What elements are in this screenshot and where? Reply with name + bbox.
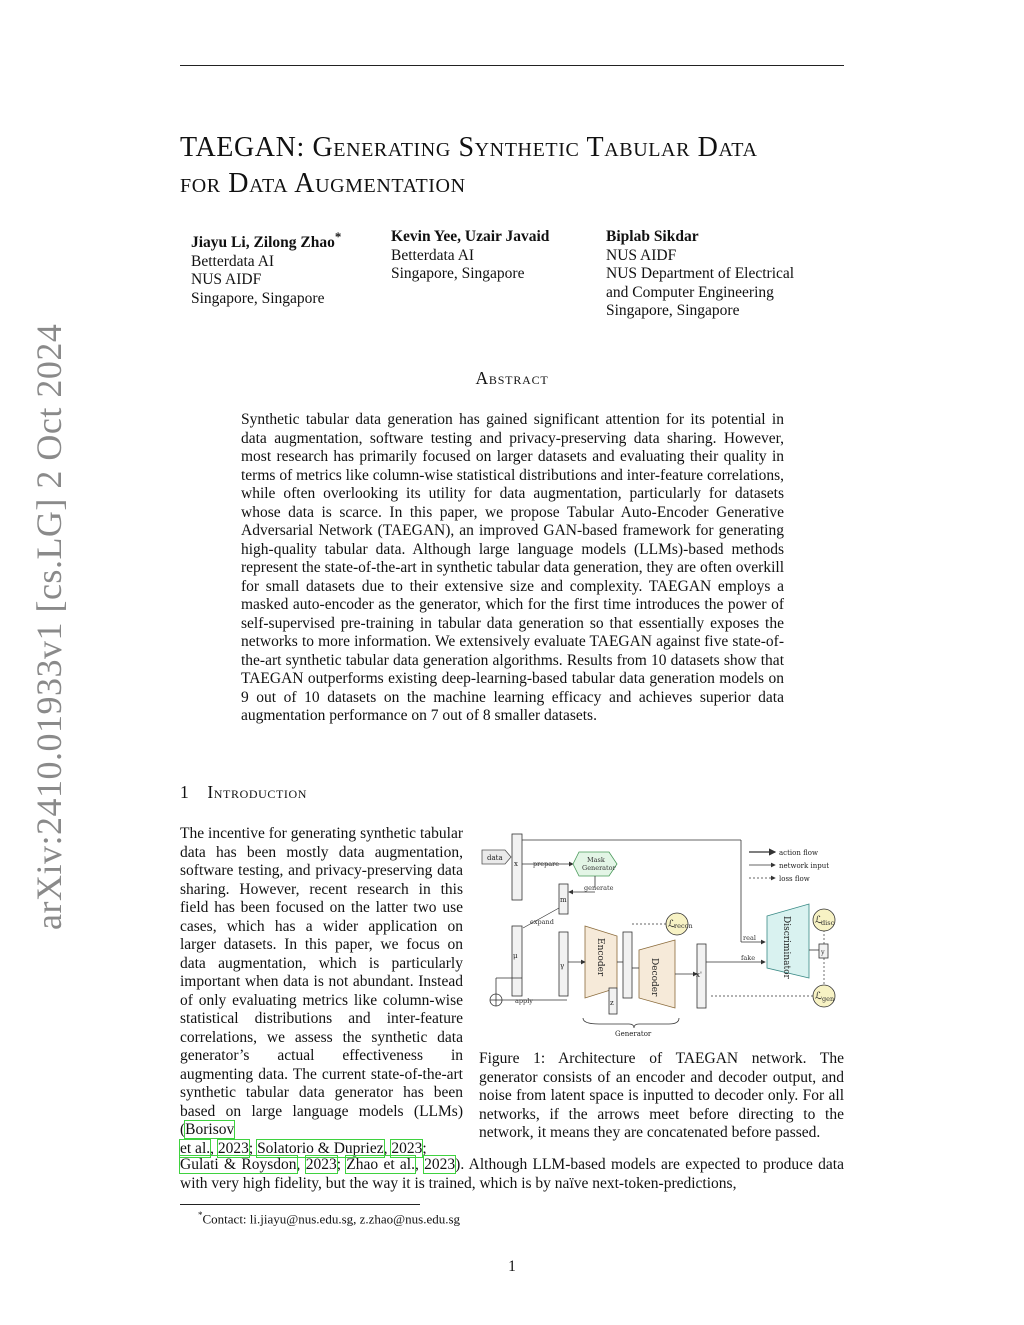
data-input-arrow — [482, 850, 511, 864]
svg-text:fake: fake — [741, 954, 756, 962]
svg-text:Decoder: Decoder — [649, 958, 659, 997]
svg-text:z: z — [610, 999, 614, 1007]
title-line-1 — [180, 130, 860, 166]
citation-link[interactable]: et al. — [180, 1139, 211, 1157]
author-block-3 — [606, 228, 794, 321]
section-title: Introduction — [207, 782, 308, 802]
section-heading — [180, 782, 307, 803]
citation-link[interactable]: 2023 — [424, 1156, 456, 1173]
title-line-2: for Data Augmentation — [180, 168, 466, 199]
svg-text:generate: generate — [584, 884, 614, 892]
affiliation: Singapore, Singapore — [391, 265, 525, 282]
author-names: Kevin Yee, Uzair Javaid — [391, 228, 550, 245]
svg-text:recon: recon — [674, 922, 693, 930]
page-number: 1 — [508, 1258, 516, 1275]
figure-caption: Figure 1: Architecture of TAEGAN network. The generator consists of an encoder and decoder output, and noise from latent space is inputted to decoder only. For all networks, if the arrows meet before directing to the network, it means they are concatenated before passed. — [479, 1050, 844, 1141]
disc-loss-node — [813, 909, 835, 931]
svg-text:x: x — [514, 860, 518, 868]
author-names: Biplab Sikdar — [606, 228, 699, 245]
discriminator-block — [767, 904, 809, 980]
abstract-heading: Abstract — [475, 368, 549, 388]
affiliation: Singapore, Singapore — [606, 302, 740, 319]
affiliation: NUS Department of Electrical — [606, 265, 795, 282]
author-block-2 — [391, 228, 549, 284]
citation-link[interactable]: Solatorio & Dupriez — [257, 1139, 384, 1157]
svg-text:disc: disc — [821, 919, 835, 927]
generator-brace — [583, 1018, 679, 1028]
figure-legend — [749, 849, 829, 883]
svg-text:ℒ: ℒ — [668, 919, 676, 930]
mask-generator-box — [573, 852, 617, 876]
svg-text:γ: γ — [560, 962, 565, 970]
title-prefix: TAEGAN: — [180, 132, 313, 163]
affiliation: Singapore, Singapore — [191, 289, 325, 307]
decoder-block — [639, 940, 675, 1008]
svg-text:Discriminator: Discriminator — [781, 916, 791, 979]
top-rule — [180, 65, 844, 66]
svg-text:Encoder: Encoder — [595, 938, 605, 977]
svg-text:gen: gen — [822, 995, 835, 1003]
svg-text:y: y — [821, 948, 825, 956]
svg-text:ℒ: ℒ — [815, 915, 823, 926]
footnote-mark: * — [334, 229, 342, 244]
citation-link[interactable]: Zhao et al. — [346, 1156, 415, 1173]
affiliation: Betterdata AI — [391, 246, 475, 264]
citation-link[interactable]: Gulati & Roysdon — [180, 1156, 297, 1173]
svg-text:m: m — [560, 896, 567, 904]
citation-link[interactable]: 2023 — [305, 1156, 337, 1173]
section-number: 1 — [180, 782, 190, 802]
svg-text:prepare: prepare — [533, 860, 560, 868]
citation-link[interactable]: Borisov — [185, 1121, 235, 1138]
svg-text:ℒ: ℒ — [815, 991, 823, 1002]
svg-text:Mask: Mask — [587, 856, 605, 864]
footnote: *Contact: li.jiayu@nus.edu.sg, z.zhao@nus.edu.sg — [198, 1210, 461, 1227]
affiliation: and Computer Engineering — [606, 283, 774, 301]
svg-text:apply: apply — [515, 997, 533, 1005]
title-main: Generating Synthetic Tabular Data — [312, 132, 758, 163]
recon-loss-node — [666, 913, 693, 935]
svg-text:data: data — [487, 854, 503, 862]
svg-text:Generator: Generator — [615, 1030, 652, 1038]
svg-text:Generator: Generator — [582, 864, 616, 872]
svg-text:x': x' — [696, 971, 702, 979]
paper-title — [180, 130, 860, 202]
encoder-block — [585, 926, 617, 998]
svg-text:μ: μ — [513, 952, 518, 960]
affiliation: Betterdata AI — [191, 252, 275, 270]
abstract-text: Synthetic tabular data generation has gained significant attention for its potential in data augmentation, software testing and privacy-preserving data sharing. However, most research has primarily focused on larger datasets and evaluating their quality in terms of metrics like column-wise statistical distributions and inter-feature correlations, while often overlooking its utility for data augmentation, particularly for datasets whose data is scarce. In this paper, we propose Tabular Auto-Encoder Generative Adversarial Network (TAEGAN), an improved GAN-based framework for generating high-quality tabular data. Although large language models (LLMs)-based methods represent the state-of-the-art in synthetic tabular data generation, they are often overkill for small datasets due to their extensive size and complexity. TAEGAN employs a masked auto-encoder as the generator, which for the first time introduces the power of self-supervised pre-training in tabular data generation so that essentially exposes the networks to more information. We extensively evaluate TAEGAN against five state-of-the-art synthetic tabular data generation algorithms. Results from 10 datasets show that TAEGAN outperforms existing deep-learning-based tabular data generation models on 9 out of 10 datasets on the machine learning efficacy and achieves superior data augmentation performance on 7 out of 8 smaller datasets. — [241, 411, 784, 724]
svg-text:expand: expand — [530, 918, 554, 926]
author-block-1 — [191, 228, 341, 308]
svg-text:loss flow: loss flow — [779, 875, 810, 883]
svg-text:action flow: action flow — [779, 849, 818, 857]
footnote-rule — [180, 1204, 420, 1205]
intro-continuation: Gulati & Roysdon, 2023; Zhao et al., 2023). Although LLM-based models are expected to produce data with very high fidelity, but the way it is trained, which is by naïve next-token-predictions, — [180, 1156, 844, 1192]
gen-loss-node — [813, 985, 835, 1007]
author-names: Jiayu Li, Zilong Zhao* — [191, 229, 342, 252]
mu-vector — [512, 926, 522, 996]
intro-paragraph: The incentive for generating synthetic tabular data has been mostly data augmentation, software testing, and privacy-preserving data sharing. However, recent research in this field has been focused on the latter two use cases, which has a wider application on larger datasets. In this paper, we focus on data augmentation, which is particularly important when data is not abundant. Instead of only evaluating metrics like column-wise statistical distributions and inter-feature correlations, we assess the synthetic data generator’s actual effectiveness in augmenting data. The current state-of-the-art synthetic tabular data generator has been based on large language models (LLMs) (Borisov et al., 2023; Solatorio & Dupriez, 2023; — [180, 825, 463, 1157]
affiliation: NUS AIDF — [606, 246, 677, 264]
svg-text:real: real — [743, 934, 756, 942]
citation-link[interactable]: 2023 — [217, 1139, 249, 1157]
arxiv-identifier: arXiv:2410.01933v1 [cs.LG] 2 Oct 2024 — [29, 323, 69, 930]
svg-text:network input: network input — [779, 862, 830, 870]
affiliation: NUS AIDF — [191, 271, 262, 289]
architecture-figure — [479, 828, 849, 1042]
latent-vector — [623, 932, 632, 998]
citation-link[interactable]: 2023 — [391, 1139, 423, 1157]
